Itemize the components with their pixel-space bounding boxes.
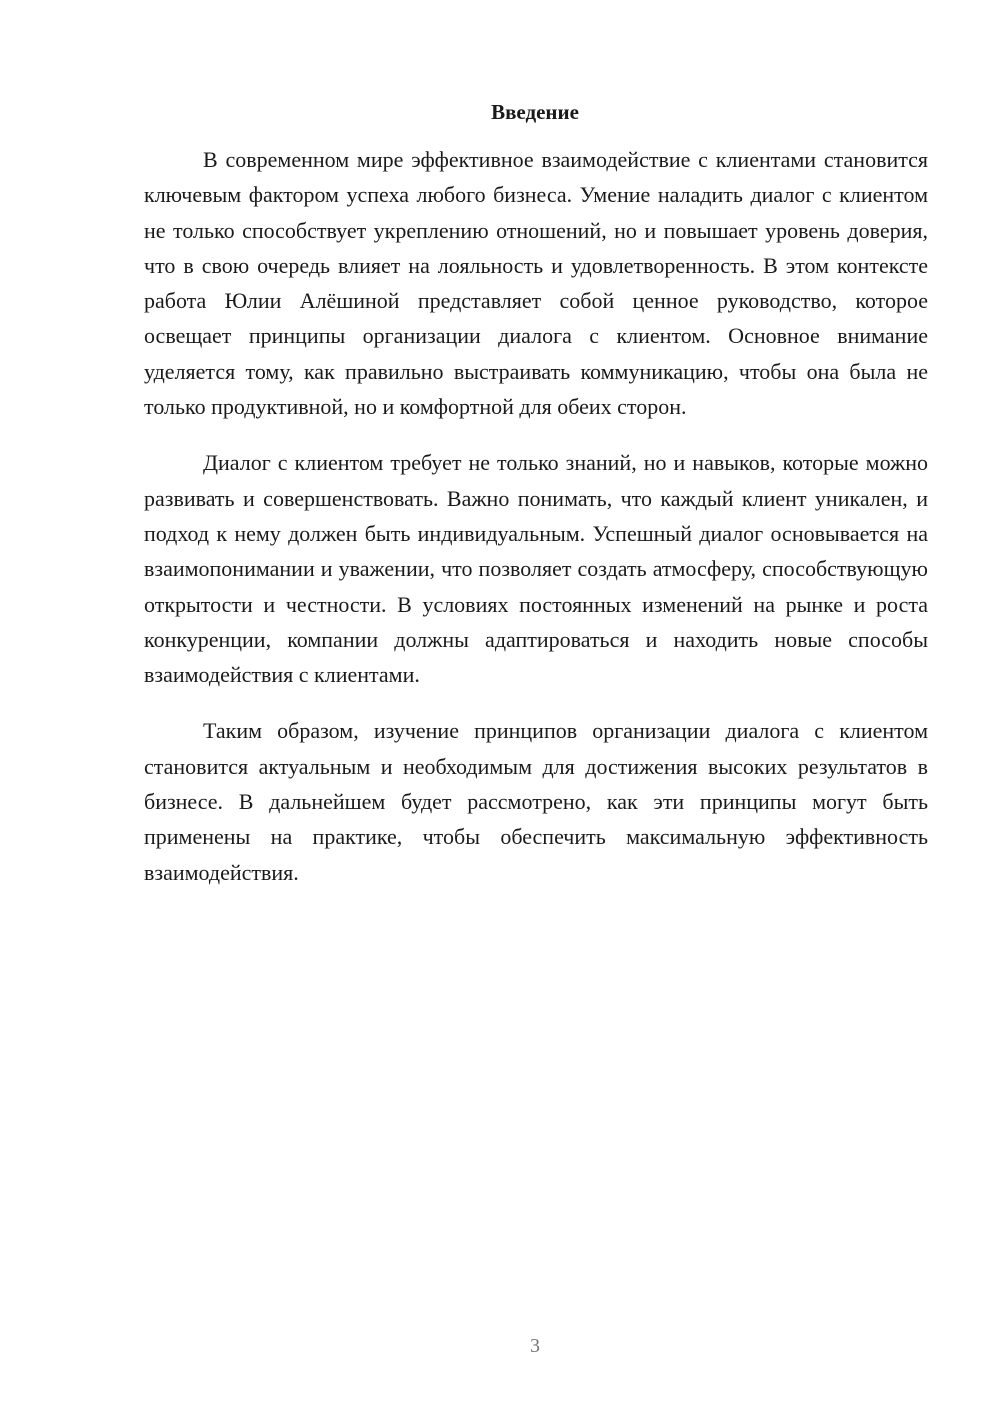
paragraph-3: Таким образом, изучение принципов организации диалога с клиентом становится актуальным и необходимым для достижения высоких результатов в бизнесе. В дальнейшем будет рассмотрено, как эти принципы могут быть применены на практике, чтобы обеспечить максимальную эффективность взаимодействия. [144, 718, 928, 885]
document-body [144, 142, 928, 911]
page-number: 3 [530, 1335, 540, 1357]
paragraph-1: В современном мире эффективное взаимодействие с клиентами становится ключевым фактором успеха любого бизнеса. Умение наладить диалог с клиентом не только способствует укреплению отношений, но и повышает уровень доверия, что в свою очередь влияет на лояльность и удовлетворенность. В этом контексте работа Юлии Алёшиной представляет собой ценное руководство, которое освещает принципы организации диалога с клиентом. Основное внимание уделяется тому, как правильно выстраивать коммуникацию, чтобы она была не только продуктивной, но и комфортной для обеих сторон. [144, 147, 928, 420]
paragraph-2: Диалог с клиентом требует не только знаний, но и навыков, которые можно развивать и совершенствовать. Важно понимать, что каждый клиент уникален, и подход к нему должен быть индивидуальным. Успешный диалог основывается на взаимопонимании и уважении, что позволяет создать атмосферу, способствующую открытости и честности. В условиях постоянных изменений на рынке и роста конкуренции, компании должны адаптироваться и находить новые способы взаимодействия с клиентами. [144, 450, 928, 688]
section-title: Введение [491, 100, 579, 124]
